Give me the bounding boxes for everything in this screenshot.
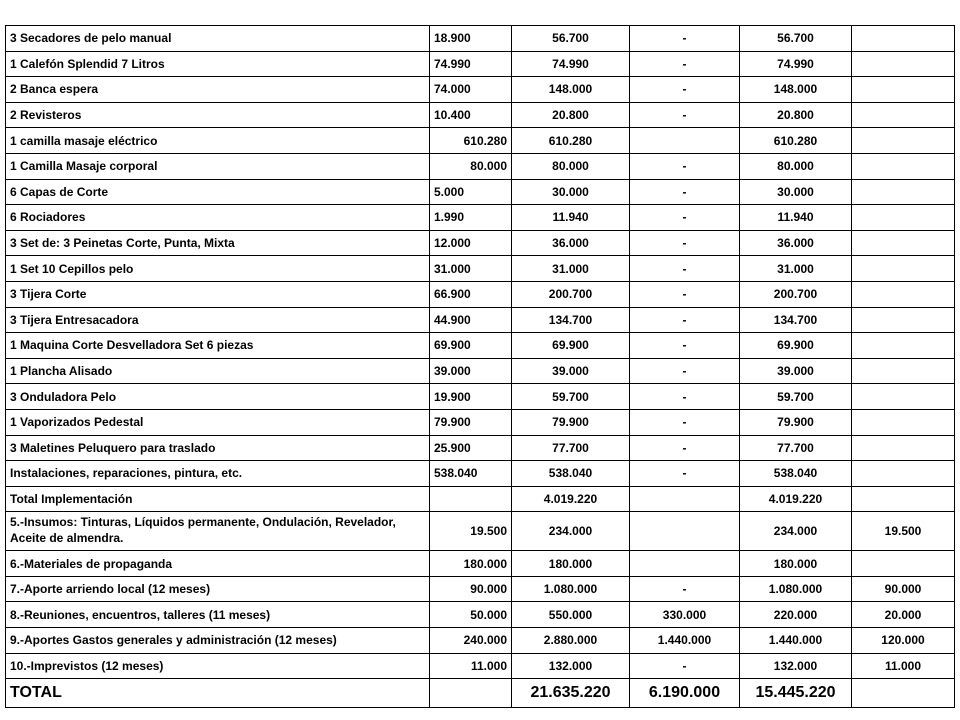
monthly-cost-cell xyxy=(852,333,955,359)
total-cost-cell: 36.000 xyxy=(512,230,630,256)
contribution-cell: - xyxy=(630,333,740,359)
monthly-cost-cell xyxy=(852,256,955,282)
unit-cost-cell: 240.000 xyxy=(430,628,512,654)
total-cost-cell: 11.940 xyxy=(512,205,630,231)
contribution-cell xyxy=(630,486,740,512)
unit-cost-cell: 610.280 xyxy=(430,128,512,154)
table-row xyxy=(6,153,955,179)
requested-amount-cell: 74.990 xyxy=(740,51,852,77)
table-row xyxy=(6,26,955,52)
table-row xyxy=(6,333,955,359)
item-description-cell: 7.-Aporte arriendo local (12 meses) xyxy=(6,576,430,602)
contribution-cell: - xyxy=(630,153,740,179)
total-row xyxy=(6,679,955,708)
table-row xyxy=(6,461,955,487)
monthly-cost-cell: 20.000 xyxy=(852,602,955,628)
requested-amount-cell: 56.700 xyxy=(740,26,852,52)
item-description-cell: 9.-Aportes Gastos generales y administración (12 meses) xyxy=(6,628,430,654)
requested-amount-cell: 59.700 xyxy=(740,384,852,410)
unit-cost-cell: 19.900 xyxy=(430,384,512,410)
requested-amount-cell: 80.000 xyxy=(740,153,852,179)
requested-amount-cell: 610.280 xyxy=(740,128,852,154)
total-cost-cell: 56.700 xyxy=(512,26,630,52)
monthly-cost-cell xyxy=(852,26,955,52)
total-item-description-cell: TOTAL xyxy=(6,679,430,708)
contribution-cell: - xyxy=(630,230,740,256)
monthly-cost-cell xyxy=(852,205,955,231)
monthly-cost-cell xyxy=(852,461,955,487)
contribution-cell: - xyxy=(630,653,740,679)
item-description-cell: 6 Capas de Corte xyxy=(6,179,430,205)
item-description-cell: 1 Calefón Splendid 7 Litros xyxy=(6,51,430,77)
total-requested-amount-cell: 15.445.220 xyxy=(740,679,852,708)
item-description-cell: 1 Set 10 Cepillos pelo xyxy=(6,256,430,282)
table-row xyxy=(6,602,955,628)
total-monthly-cost-cell xyxy=(852,679,955,708)
monthly-cost-cell xyxy=(852,486,955,512)
total-cost-cell: 1.080.000 xyxy=(512,576,630,602)
contribution-cell: - xyxy=(630,281,740,307)
requested-amount-cell: 11.940 xyxy=(740,205,852,231)
total-cost-cell: 80.000 xyxy=(512,153,630,179)
contribution-cell: - xyxy=(630,576,740,602)
total-total-cost-cell: 21.635.220 xyxy=(512,679,630,708)
monthly-cost-cell xyxy=(852,358,955,384)
total-cost-cell: 610.280 xyxy=(512,128,630,154)
table-row xyxy=(6,77,955,103)
total-cost-cell: 77.700 xyxy=(512,435,630,461)
table-row xyxy=(6,256,955,282)
budget-table-body xyxy=(6,26,955,708)
contribution-cell: - xyxy=(630,435,740,461)
requested-amount-cell: 4.019.220 xyxy=(740,486,852,512)
requested-amount-cell: 69.900 xyxy=(740,333,852,359)
item-description-cell: 1 Plancha Alisado xyxy=(6,358,430,384)
monthly-cost-cell xyxy=(852,179,955,205)
unit-cost-cell xyxy=(430,486,512,512)
contribution-cell xyxy=(630,128,740,154)
total-cost-cell: 30.000 xyxy=(512,179,630,205)
contribution-cell: - xyxy=(630,409,740,435)
total-cost-cell: 4.019.220 xyxy=(512,486,630,512)
table-row xyxy=(6,307,955,333)
monthly-cost-cell xyxy=(852,551,955,577)
requested-amount-cell: 200.700 xyxy=(740,281,852,307)
unit-cost-cell: 11.000 xyxy=(430,653,512,679)
unit-cost-cell: 12.000 xyxy=(430,230,512,256)
requested-amount-cell: 180.000 xyxy=(740,551,852,577)
table-row xyxy=(6,409,955,435)
monthly-cost-cell xyxy=(852,281,955,307)
table-row xyxy=(6,51,955,77)
total-cost-cell: 2.880.000 xyxy=(512,628,630,654)
contribution-cell: - xyxy=(630,307,740,333)
contribution-cell: - xyxy=(630,358,740,384)
item-description-cell: Total Implementación xyxy=(6,486,430,512)
item-description-cell: 1 Vaporizados Pedestal xyxy=(6,409,430,435)
table-row xyxy=(6,281,955,307)
unit-cost-cell: 180.000 xyxy=(430,551,512,577)
total-cost-cell: 59.700 xyxy=(512,384,630,410)
item-description-cell: 3 Secadores de pelo manual xyxy=(6,26,430,52)
requested-amount-cell: 20.800 xyxy=(740,102,852,128)
contribution-cell: - xyxy=(630,51,740,77)
requested-amount-cell: 31.000 xyxy=(740,256,852,282)
monthly-cost-cell xyxy=(852,102,955,128)
table-row xyxy=(6,551,955,577)
monthly-cost-cell: 19.500 xyxy=(852,512,955,551)
unit-cost-cell: 74.000 xyxy=(430,77,512,103)
total-cost-cell: 20.800 xyxy=(512,102,630,128)
item-description-cell: 1 camilla masaje eléctrico xyxy=(6,128,430,154)
unit-cost-cell: 25.900 xyxy=(430,435,512,461)
unit-cost-cell: 538.040 xyxy=(430,461,512,487)
requested-amount-cell: 132.000 xyxy=(740,653,852,679)
requested-amount-cell: 79.900 xyxy=(740,409,852,435)
unit-cost-cell: 79.900 xyxy=(430,409,512,435)
item-description-cell: 1 Camilla Masaje corporal xyxy=(6,153,430,179)
contribution-cell xyxy=(630,512,740,551)
table-row xyxy=(6,512,955,551)
total-cost-cell: 180.000 xyxy=(512,551,630,577)
unit-cost-cell: 31.000 xyxy=(430,256,512,282)
table-row xyxy=(6,435,955,461)
total-cost-cell: 148.000 xyxy=(512,77,630,103)
requested-amount-cell: 39.000 xyxy=(740,358,852,384)
total-contribution-cell: 6.190.000 xyxy=(630,679,740,708)
monthly-cost-cell xyxy=(852,307,955,333)
total-cost-cell: 550.000 xyxy=(512,602,630,628)
item-description-cell: 2 Revisteros xyxy=(6,102,430,128)
budget-table xyxy=(5,25,955,708)
item-description-cell: 6.-Materiales de propaganda xyxy=(6,551,430,577)
unit-cost-cell: 80.000 xyxy=(430,153,512,179)
monthly-cost-cell xyxy=(852,409,955,435)
monthly-cost-cell xyxy=(852,128,955,154)
item-description-cell: 6 Rociadores xyxy=(6,205,430,231)
table-row xyxy=(6,102,955,128)
contribution-cell: - xyxy=(630,205,740,231)
total-unit-cost-cell xyxy=(430,679,512,708)
requested-amount-cell: 234.000 xyxy=(740,512,852,551)
total-cost-cell: 74.990 xyxy=(512,51,630,77)
item-description-cell: 8.-Reuniones, encuentros, talleres (11 meses) xyxy=(6,602,430,628)
monthly-cost-cell xyxy=(852,51,955,77)
unit-cost-cell: 10.400 xyxy=(430,102,512,128)
unit-cost-cell: 69.900 xyxy=(430,333,512,359)
item-description-cell: 3 Tijera Corte xyxy=(6,281,430,307)
item-description-cell: 2 Banca espera xyxy=(6,77,430,103)
unit-cost-cell: 50.000 xyxy=(430,602,512,628)
contribution-cell: - xyxy=(630,384,740,410)
contribution-cell: 330.000 xyxy=(630,602,740,628)
table-row xyxy=(6,205,955,231)
unit-cost-cell: 5.000 xyxy=(430,179,512,205)
requested-amount-cell: 36.000 xyxy=(740,230,852,256)
item-description-cell: 3 Tijera Entresacadora xyxy=(6,307,430,333)
total-cost-cell: 69.900 xyxy=(512,333,630,359)
unit-cost-cell: 66.900 xyxy=(430,281,512,307)
unit-cost-cell: 74.990 xyxy=(430,51,512,77)
requested-amount-cell: 1.440.000 xyxy=(740,628,852,654)
item-description-cell: 10.-Imprevistos (12 meses) xyxy=(6,653,430,679)
contribution-cell: 1.440.000 xyxy=(630,628,740,654)
unit-cost-cell: 18.900 xyxy=(430,26,512,52)
total-cost-cell: 31.000 xyxy=(512,256,630,282)
unit-cost-cell: 39.000 xyxy=(430,358,512,384)
monthly-cost-cell: 11.000 xyxy=(852,653,955,679)
monthly-cost-cell: 90.000 xyxy=(852,576,955,602)
requested-amount-cell: 134.700 xyxy=(740,307,852,333)
total-cost-cell: 132.000 xyxy=(512,653,630,679)
contribution-cell: - xyxy=(630,256,740,282)
requested-amount-cell: 220.000 xyxy=(740,602,852,628)
contribution-cell: - xyxy=(630,179,740,205)
monthly-cost-cell xyxy=(852,384,955,410)
contribution-cell xyxy=(630,551,740,577)
item-description-cell: 1 Maquina Corte Desvelladora Set 6 piezas xyxy=(6,333,430,359)
total-cost-cell: 39.000 xyxy=(512,358,630,384)
item-description-cell: 5.-Insumos: Tinturas, Líquidos permanente, Ondulación, Revelador, Aceite de almendra. xyxy=(6,512,430,551)
total-cost-cell: 79.900 xyxy=(512,409,630,435)
unit-cost-cell: 19.500 xyxy=(430,512,512,551)
monthly-cost-cell: 120.000 xyxy=(852,628,955,654)
table-row xyxy=(6,653,955,679)
unit-cost-cell: 90.000 xyxy=(430,576,512,602)
item-description-cell: Instalaciones, reparaciones, pintura, etc. xyxy=(6,461,430,487)
table-row xyxy=(6,576,955,602)
monthly-cost-cell xyxy=(852,77,955,103)
table-row xyxy=(6,358,955,384)
requested-amount-cell: 148.000 xyxy=(740,77,852,103)
requested-amount-cell: 77.700 xyxy=(740,435,852,461)
unit-cost-cell: 1.990 xyxy=(430,205,512,231)
monthly-cost-cell xyxy=(852,153,955,179)
requested-amount-cell: 538.040 xyxy=(740,461,852,487)
table-row xyxy=(6,179,955,205)
total-cost-cell: 200.700 xyxy=(512,281,630,307)
contribution-cell: - xyxy=(630,77,740,103)
monthly-cost-cell xyxy=(852,435,955,461)
monthly-cost-cell xyxy=(852,230,955,256)
total-cost-cell: 538.040 xyxy=(512,461,630,487)
table-row xyxy=(6,230,955,256)
total-cost-cell: 234.000 xyxy=(512,512,630,551)
table-row xyxy=(6,128,955,154)
item-description-cell: 3 Maletines Peluquero para traslado xyxy=(6,435,430,461)
total-cost-cell: 134.700 xyxy=(512,307,630,333)
requested-amount-cell: 30.000 xyxy=(740,179,852,205)
table-row xyxy=(6,628,955,654)
unit-cost-cell: 44.900 xyxy=(430,307,512,333)
table-row xyxy=(6,384,955,410)
contribution-cell: - xyxy=(630,102,740,128)
item-description-cell: 3 Onduladora Pelo xyxy=(6,384,430,410)
contribution-cell: - xyxy=(630,26,740,52)
requested-amount-cell: 1.080.000 xyxy=(740,576,852,602)
contribution-cell: - xyxy=(630,461,740,487)
table-row xyxy=(6,486,955,512)
item-description-cell: 3 Set de: 3 Peinetas Corte, Punta, Mixta xyxy=(6,230,430,256)
